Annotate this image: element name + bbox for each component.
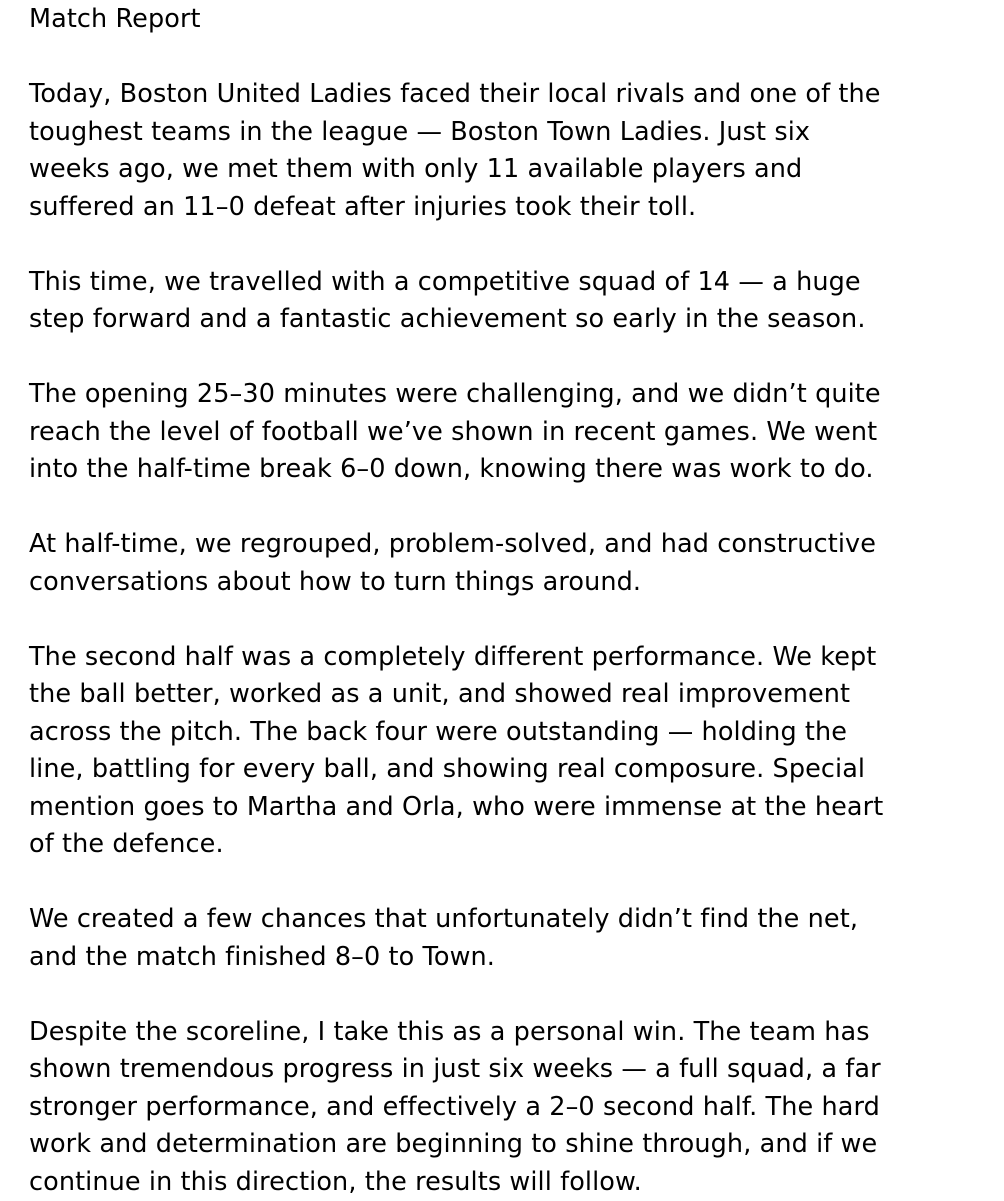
- paragraph-squad: This time, we travelled with a competitive squad of 14 — a huge step forward and a fantastic achievement so early in the season.: [29, 264, 989, 339]
- paragraph-spacer: [29, 339, 989, 377]
- paragraph-spacer: [29, 39, 989, 77]
- paragraph-half-time: At half-time, we regrouped, problem-solved, and had constructive conversations about how to turn things around.: [29, 526, 989, 601]
- paragraph-spacer: [29, 226, 989, 264]
- paragraph-result: We created a few chances that unfortunately didn’t find the net, and the match finished 8–0 to Town.: [29, 901, 989, 976]
- paragraph-second-half: The second half was a completely different performance. We kept the ball better, worked as a unit, and showed real improvement across the pitch. The back four were outstanding — holding the line, battling for every ball, and showing real composure. Special mention goes to Martha and Orla, who were immense at the heart of the defence.: [29, 639, 989, 864]
- paragraph-first-half: The opening 25–30 minutes were challenging, and we didn’t quite reach the level of football we’ve shown in recent games. We went into the half-time break 6–0 down, knowing there was work to do.: [29, 376, 989, 489]
- document-title: Match Report: [29, 0, 989, 39]
- paragraph-spacer: [29, 864, 989, 902]
- match-report-document: [29, 0, 989, 1201]
- paragraph-spacer: [29, 976, 989, 1014]
- paragraph-spacer: [29, 489, 989, 527]
- paragraph-intro: Today, Boston United Ladies faced their local rivals and one of the toughest teams in the league — Boston Town Ladies. Just six weeks ago, we met them with only 11 available players and suffered an 11–0 defeat after injuries took their toll.: [29, 76, 989, 226]
- paragraph-conclusion: Despite the scoreline, I take this as a personal win. The team has shown tremendous progress in just six weeks — a full squad, a far stronger performance, and effectively a 2–0 second half. The hard work and determination are beginning to shine through, and if we continue in this direction, the results will follow.: [29, 1014, 989, 1201]
- paragraph-spacer: [29, 601, 989, 639]
